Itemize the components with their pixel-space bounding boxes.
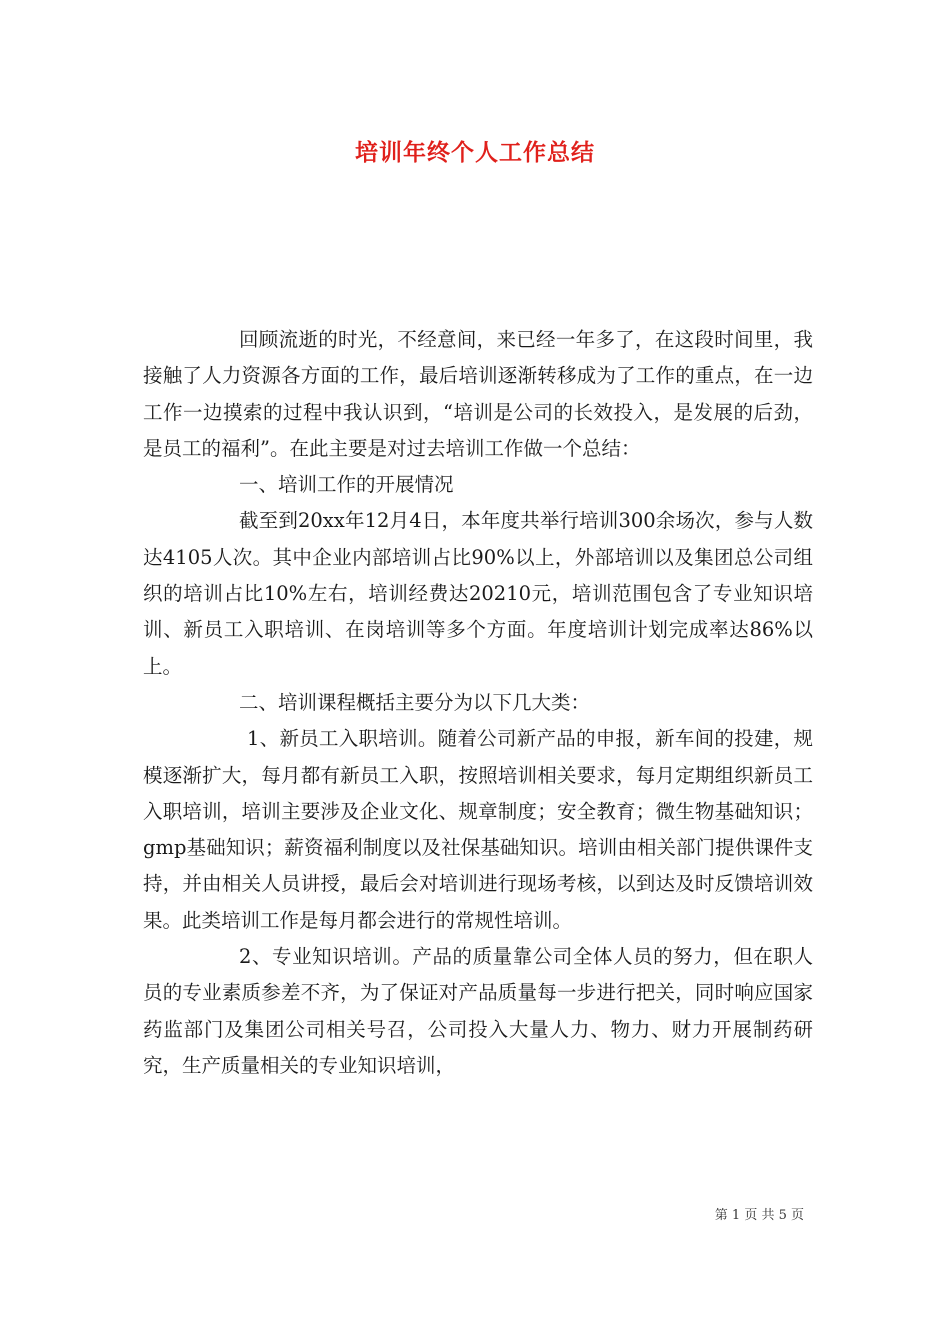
document-title: 培训年终个人工作总结 xyxy=(355,140,595,166)
section-heading-1: 一、培训工作的开展情况 xyxy=(239,473,454,497)
page-number: 第 1 页 共 5 页 xyxy=(714,1208,804,1223)
document-body xyxy=(143,322,813,1084)
paragraph-item-1: 1、新员工入职培训。随着公司新产品的申报，新车间的投建，规模逐渐扩大，每月都有新员工入职，按照培训相关要求，每月定期组织新员工入职培训，培训主要涉及企业文化、规章制度；安全教育；微生物基础知识；gmp基础知识；薪资福利制度以及社保基础知识。培训由相关部门提供课件支持，并由相关人员讲授，最后会对培训进行现场考核，以到达及时反馈培训效果。此类培训工作是每月都会进行的常规性培训。 xyxy=(143,727,813,932)
paragraph-item-2: 2、专业知识培训。产品的质量靠公司全体人员的努力，但在职人员的专业素质参差不齐，为了保证对产品质量每一步进行把关，同时响应国家药监部门及集团公司相关号召，公司投入大量人力、物力、财力开展制药研究，生产质量相关的专业知识培训， xyxy=(143,945,813,1077)
paragraph-training-stats: 截至到20xx年12月4日，本年度共举行培训300余场次，参与人数达4105人次。其中企业内部培训占比90%以上，外部培训以及集团总公司组织的培训占比10%左右，培训经费达20210元，培训范围包含了专业知识培训、新员工入职培训、在岗培训等多个方面。年度培训计划完成率达86%以上。 xyxy=(143,509,813,678)
section-heading-2: 二、培训课程概括主要分为以下几大类： xyxy=(239,690,591,714)
paragraph-intro: 回顾流逝的时光，不经意间，来已经一年多了，在这段时间里，我接触了人力资源各方面的工作，最后培训逐渐转移成为了工作的重点，在一边工作一边摸索的过程中我认识到，“培训是公司的长效投入，是发展的后劲，是员工的福利”。在此主要是对过去培训工作做一个总结： xyxy=(143,328,813,460)
